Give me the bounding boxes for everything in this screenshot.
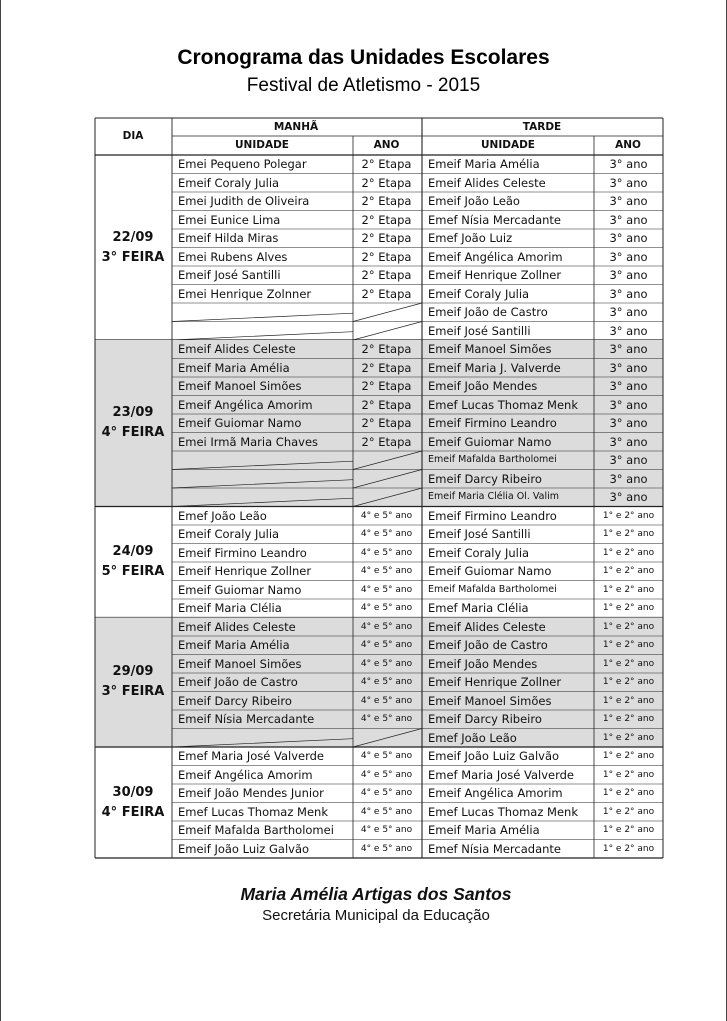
morning-unit: Emeif Alides Celeste xyxy=(178,342,296,356)
morning-unit: Emef Maria José Valverde xyxy=(178,749,324,763)
morning-ano: 2° Etapa xyxy=(361,342,412,356)
morning-ano: 4° e 5° ano xyxy=(360,603,413,613)
morning-unit: Emeif Henrique Zollner xyxy=(178,564,312,578)
afternoon-unit: Emef João Leão xyxy=(428,730,517,745)
morning-unit: Emei Judith de Oliveira xyxy=(178,194,310,208)
morning-unit: Emeif Maria Amélia xyxy=(178,360,290,375)
morning-unit: Emeif Manoel Simões xyxy=(178,656,302,671)
morning-ano: 2° Etapa xyxy=(361,249,412,264)
morning-ano: 2° Etapa xyxy=(361,175,412,190)
afternoon-unit: Emeif Coraly Julia xyxy=(428,286,530,301)
afternoon-unit: Emeif Angélica Amorim xyxy=(428,249,563,264)
afternoon-ano: 3° ano xyxy=(609,471,648,486)
afternoon-ano: 1° e 2° ano xyxy=(602,695,655,706)
morning-unit: Emeif Manoel Simões xyxy=(178,379,302,393)
afternoon-ano: 3° ano xyxy=(609,490,648,504)
afternoon-ano: 3° ano xyxy=(609,379,648,393)
afternoon-ano: 1° e 2° ano xyxy=(602,658,655,669)
day-date: 23/09 xyxy=(112,405,154,421)
morning-unit: Emeif Angélica Amorim xyxy=(178,397,313,412)
afternoon-unit: Emeif Maria Clélia Ol. Valim xyxy=(428,491,560,502)
afternoon-unit: Emeif Maria J. Valverde xyxy=(428,360,561,375)
afternoon-unit: Emeif João Leão xyxy=(428,194,520,208)
afternoon-unit: Emef João Luiz xyxy=(428,231,513,245)
afternoon-ano: 3° ano xyxy=(609,323,648,338)
morning-ano: 4° e 5° ano xyxy=(360,640,413,650)
afternoon-unit: Emeif Alides Celeste xyxy=(428,175,546,190)
grid-line xyxy=(353,303,422,322)
afternoon-ano: 1° e 2° ano xyxy=(602,621,655,632)
grid-line xyxy=(172,332,353,340)
morning-ano: 4° e 5° ano xyxy=(360,566,413,576)
morning-ano: 4° e 5° ano xyxy=(360,677,413,687)
morning-ano: 2° Etapa xyxy=(361,379,412,393)
morning-ano: 2° Etapa xyxy=(361,286,412,301)
header-manha: MANHÃ xyxy=(273,121,319,133)
afternoon-unit: Emeif Guiomar Namo xyxy=(428,434,552,449)
morning-unit: Emei Henrique Zolnner xyxy=(178,286,312,301)
header-tarde: TARDE xyxy=(522,121,562,133)
morning-unit: Emeif Angélica Amorim xyxy=(178,767,313,782)
afternoon-ano: 3° ano xyxy=(609,342,648,356)
afternoon-unit: Emeif Coraly Julia xyxy=(428,545,530,560)
afternoon-unit: Emeif Darcy Ribeiro xyxy=(428,471,542,486)
afternoon-unit: Emeif Maria Amélia xyxy=(428,823,540,837)
afternoon-unit: Emeif Guiomar Namo xyxy=(428,564,552,578)
afternoon-unit: Emeif Manoel Simões xyxy=(428,342,552,356)
afternoon-unit: Emef Lucas Thomaz Menk xyxy=(428,397,578,412)
morning-ano: 2° Etapa xyxy=(361,434,412,449)
day-weekday: 5° FEIRA xyxy=(101,564,165,579)
afternoon-unit: Emeif João Mendes xyxy=(428,656,538,671)
morning-unit: Emei Pequeno Polegar xyxy=(178,157,307,171)
morning-unit: Emei Rubens Alves xyxy=(178,249,288,264)
morning-ano: 2° Etapa xyxy=(361,231,412,245)
afternoon-unit: Emef Nísia Mercadante xyxy=(428,841,561,856)
afternoon-ano: 1° e 2° ano xyxy=(602,584,655,595)
afternoon-ano: 1° e 2° ano xyxy=(602,510,655,521)
afternoon-ano: 1° e 2° ano xyxy=(602,769,655,780)
afternoon-unit: Emeif Angélica Amorim xyxy=(428,786,563,800)
day-weekday: 3° FEIRA xyxy=(101,684,165,700)
morning-ano: 2° Etapa xyxy=(361,360,412,375)
morning-ano: 2° Etapa xyxy=(361,416,412,430)
afternoon-unit: Emeif João Mendes xyxy=(428,379,538,393)
morning-ano: 2° Etapa xyxy=(361,194,412,208)
morning-ano: 2° Etapa xyxy=(361,397,412,412)
afternoon-ano: 1° e 2° ano xyxy=(602,640,655,650)
afternoon-unit: Emef Maria José Valverde xyxy=(428,767,574,782)
afternoon-unit: Emeif Mafalda Bartholomei xyxy=(428,583,557,595)
morning-ano: 4° e 5° ano xyxy=(360,547,413,558)
afternoon-ano: 1° e 2° ano xyxy=(602,547,655,558)
grid-line xyxy=(172,313,353,321)
header-dia: DIA xyxy=(122,130,144,142)
afternoon-ano: 1° e 2° ano xyxy=(602,566,655,576)
afternoon-ano: 3° ano xyxy=(609,305,648,319)
header-manha-ano: ANO xyxy=(373,139,400,151)
header-tarde-ano: ANO xyxy=(615,139,641,151)
morning-unit: Emei Irmã Maria Chaves xyxy=(178,434,319,449)
afternoon-ano: 1° e 2° ano xyxy=(602,677,655,687)
afternoon-ano: 3° ano xyxy=(609,231,648,245)
signature-role: Secretária Municipal da Educação xyxy=(262,907,490,924)
afternoon-unit: Emeif João de Castro xyxy=(428,305,548,319)
afternoon-unit: Emef Lucas Thomaz Menk xyxy=(428,804,578,819)
afternoon-unit: Emeif José Santilli xyxy=(428,323,531,338)
day-date: 30/09 xyxy=(112,784,154,800)
morning-unit: Emeif Guiomar Namo xyxy=(178,416,302,430)
morning-ano: 4° e 5° ano xyxy=(360,584,413,595)
afternoon-ano: 3° ano xyxy=(609,157,648,171)
header-manha-unidade: UNIDADE xyxy=(235,139,289,151)
morning-unit: Emeif João Luiz Galvão xyxy=(178,841,310,856)
morning-ano: 4° e 5° ano xyxy=(360,751,413,761)
morning-unit: Emeif João Mendes Junior xyxy=(178,786,324,800)
morning-ano: 4° e 5° ano xyxy=(360,825,413,835)
morning-ano: 2° Etapa xyxy=(361,212,412,227)
afternoon-ano: 1° e 2° ano xyxy=(602,714,655,724)
afternoon-ano: 3° ano xyxy=(609,453,648,467)
signature-name: Maria Amélia Artigas dos Santos xyxy=(240,884,512,904)
day-weekday: 3° FEIRA xyxy=(101,249,165,265)
afternoon-unit: Emeif Henrique Zollner xyxy=(428,268,562,282)
afternoon-unit: Emeif Darcy Ribeiro xyxy=(428,712,542,726)
afternoon-ano: 1° e 2° ano xyxy=(602,825,655,835)
afternoon-ano: 1° e 2° ano xyxy=(602,732,655,743)
morning-ano: 4° e 5° ano xyxy=(360,658,413,669)
afternoon-ano: 3° ano xyxy=(609,175,648,190)
afternoon-ano: 3° ano xyxy=(609,416,648,430)
afternoon-ano: 3° ano xyxy=(609,434,648,449)
morning-unit: Emeif Maria Amélia xyxy=(178,638,290,652)
morning-unit: Emeif Alides Celeste xyxy=(178,619,296,634)
morning-ano: 4° e 5° ano xyxy=(360,769,413,780)
afternoon-unit: Emeif Henrique Zollner xyxy=(428,675,562,689)
afternoon-ano: 3° ano xyxy=(609,194,648,208)
afternoon-ano: 1° e 2° ano xyxy=(602,603,655,613)
morning-unit: Emeif Darcy Ribeiro xyxy=(178,693,292,708)
afternoon-ano: 3° ano xyxy=(609,268,648,282)
morning-unit: Emeif Hilda Miras xyxy=(178,231,279,245)
afternoon-ano: 1° e 2° ano xyxy=(602,806,655,817)
morning-ano: 4° e 5° ano xyxy=(360,806,413,817)
afternoon-unit: Emeif Mafalda Bartholomei xyxy=(428,454,557,465)
morning-unit: Emeif Firmino Leandro xyxy=(178,545,307,560)
afternoon-unit: Emeif João de Castro xyxy=(428,638,548,652)
day-date: 29/09 xyxy=(112,664,154,680)
day-date: 22/09 xyxy=(112,229,154,245)
afternoon-ano: 3° ano xyxy=(609,249,648,264)
morning-ano: 4° e 5° ano xyxy=(360,621,413,632)
afternoon-unit: Emef Nísia Mercadante xyxy=(428,212,561,227)
schedule-table xyxy=(95,118,663,861)
morning-unit: Emef Lucas Thomaz Menk xyxy=(178,804,328,819)
morning-unit: Emei Eunice Lima xyxy=(178,212,281,227)
afternoon-ano: 3° ano xyxy=(609,397,648,412)
page-title: Cronograma das Unidades Escolares xyxy=(177,46,550,69)
afternoon-unit: Emeif João Luiz Galvão xyxy=(428,749,560,763)
afternoon-ano: 1° e 2° ano xyxy=(602,529,655,539)
morning-ano: 2° Etapa xyxy=(361,157,412,171)
morning-unit: Emeif Guiomar Namo xyxy=(178,582,302,597)
morning-unit: Emeif Nísia Mercadante xyxy=(178,712,315,726)
afternoon-unit: Emeif Manoel Simões xyxy=(428,693,552,708)
morning-ano: 4° e 5° ano xyxy=(360,788,413,798)
morning-unit: Emeif Mafalda Bartholomei xyxy=(178,823,334,837)
morning-ano: 4° e 5° ano xyxy=(360,843,413,854)
day-date: 24/09 xyxy=(112,544,154,559)
afternoon-unit: Emeif Maria Amélia xyxy=(428,157,540,171)
afternoon-unit: Emef Maria Clélia xyxy=(428,601,529,615)
afternoon-ano: 3° ano xyxy=(609,212,648,227)
morning-ano: 4° e 5° ano xyxy=(360,529,413,539)
page-subtitle: Festival de Atletismo - 2015 xyxy=(246,75,481,96)
morning-unit: Emeif José Santilli xyxy=(178,268,281,282)
morning-ano: 4° e 5° ano xyxy=(360,714,413,724)
afternoon-unit: Emeif Firmino Leandro xyxy=(428,508,557,523)
morning-unit: Emeif Maria Clélia xyxy=(178,601,282,615)
day-weekday: 4° FEIRA xyxy=(101,425,165,441)
afternoon-unit: Emeif Alides Celeste xyxy=(428,619,546,634)
afternoon-ano: 3° ano xyxy=(609,286,648,301)
morning-unit: Emeif Coraly Julia xyxy=(178,527,280,541)
afternoon-unit: Emeif Firmino Leandro xyxy=(428,416,557,430)
morning-ano: 2° Etapa xyxy=(361,268,412,282)
grid-line xyxy=(353,322,422,341)
afternoon-ano: 3° ano xyxy=(609,360,648,375)
morning-unit: Emef João Leão xyxy=(178,508,267,523)
afternoon-unit: Emeif José Santilli xyxy=(428,527,531,541)
morning-ano: 4° e 5° ano xyxy=(360,695,413,706)
afternoon-ano: 1° e 2° ano xyxy=(602,843,655,854)
morning-unit: Emeif João de Castro xyxy=(178,675,298,689)
morning-ano: 4° e 5° ano xyxy=(360,510,413,521)
afternoon-ano: 1° e 2° ano xyxy=(602,751,655,761)
day-weekday: 4° FEIRA xyxy=(101,804,165,820)
header-tarde-unidade: UNIDADE xyxy=(481,139,535,151)
morning-unit: Emeif Coraly Julia xyxy=(178,175,280,190)
afternoon-ano: 1° e 2° ano xyxy=(602,788,655,798)
